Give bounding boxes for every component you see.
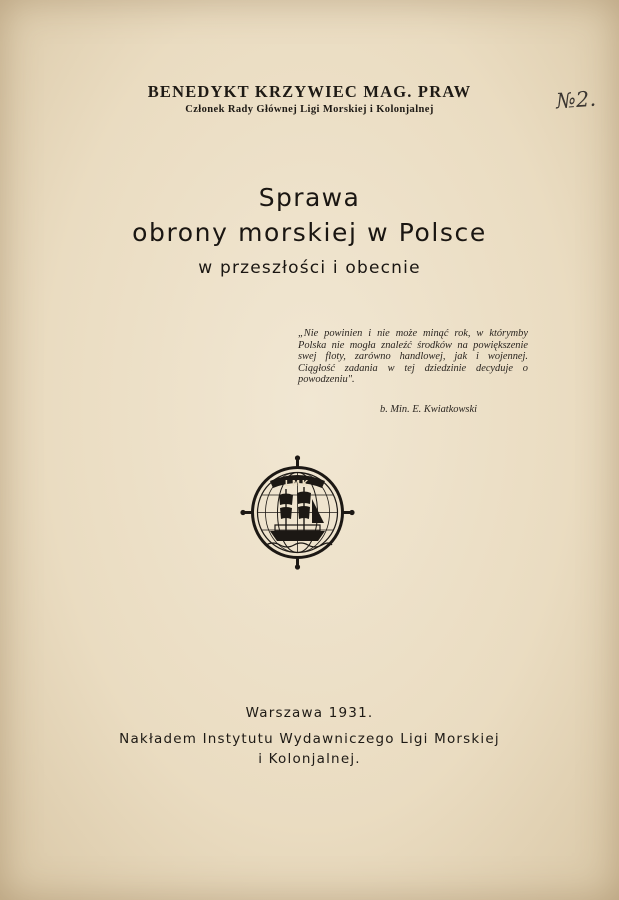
emblem-lettering: LMK	[284, 479, 311, 488]
place-and-year: Warszawa 1931.	[245, 705, 374, 721]
ship-globe-emblem-icon	[240, 455, 355, 570]
epigraph-attribution: b. Min. E. Kwiatkowski	[380, 404, 477, 415]
epigraph-quote: „Nie powinien i nie może minąć rok, w którymby Polska nie mogła znaleźć środków na powiększenie swej floty, zarówno handlowej, jak i wojennej. Ciągłość zadania w tej dziedzinie decyduje o powodzeniu".	[298, 328, 528, 386]
title-line-2: obrony morskiej w Polsce	[132, 218, 487, 247]
handwritten-serial-mark: №2.	[555, 86, 597, 114]
publisher-line-2: i Kolonjalnej.	[258, 751, 361, 767]
publisher-line-1: Nakładem Instytutu Wydawniczego Ligi Morskiej	[119, 731, 500, 747]
author-name: BENEDYKT KRZYWIEC MAG. PRAW	[147, 82, 472, 101]
author-affiliation: Członek Rady Głównej Ligi Morskiej i Kolonjalnej	[185, 104, 434, 115]
title-line-1: Sprawa	[258, 183, 361, 212]
title-line-3: w przeszłości i obecnie	[198, 258, 421, 278]
